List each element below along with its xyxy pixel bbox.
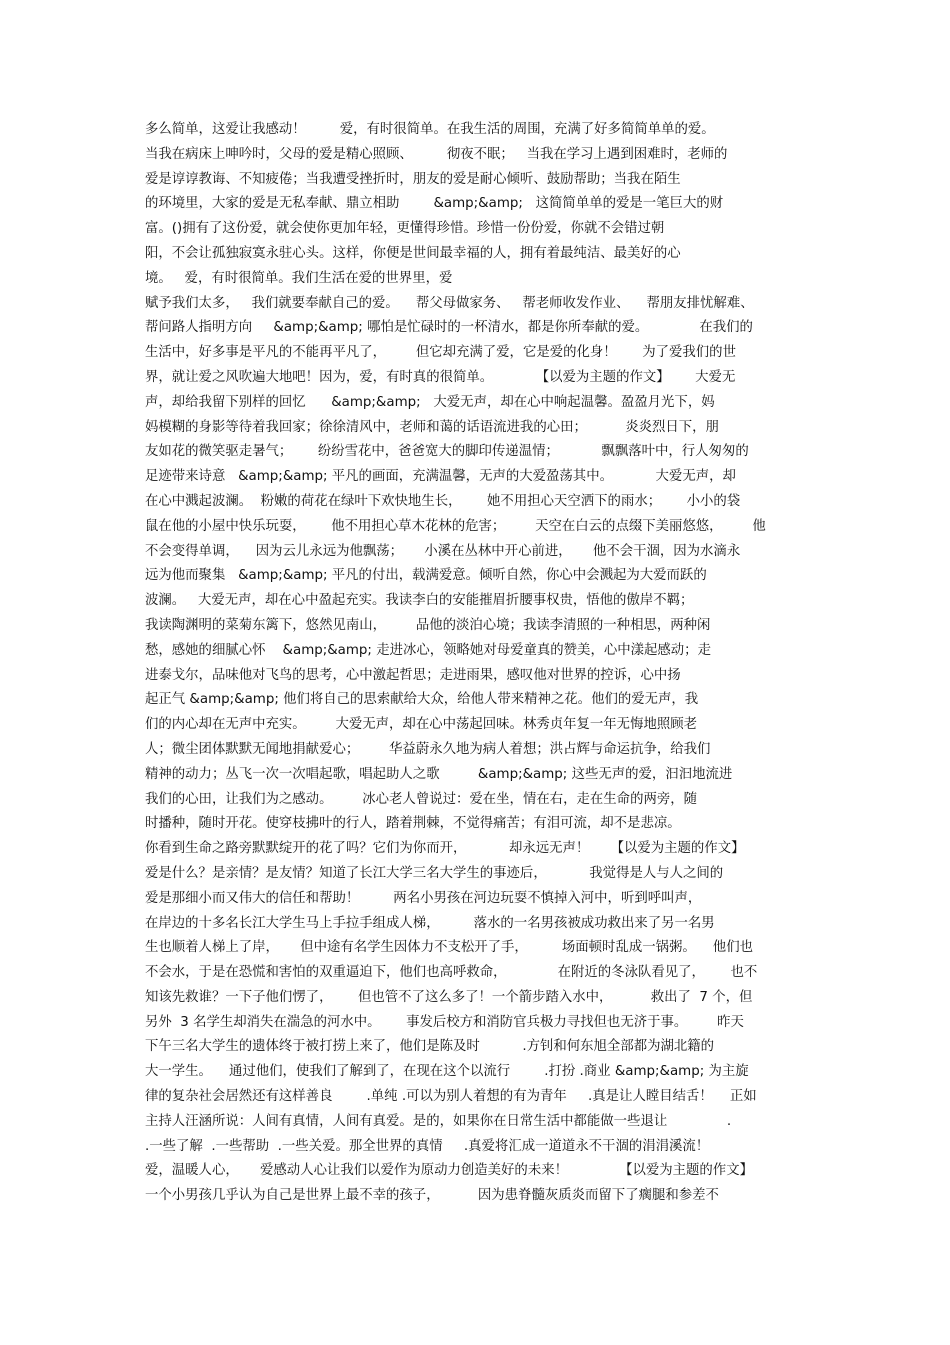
text-line: .一些了解 .一些帮助 .一些关爱。那全世界的真情 .真爱将汇成一道道永不干涸的涓涓溪流！: [145, 1138, 710, 1154]
text-line: 爱是谆谆教诲、不知疲倦；当我遭受挫折时，朋友的爱是耐心倾听、鼓励帮助；当我在陌生: [145, 171, 681, 187]
text-line: 大一学生。 通过他们，使我们了解到了，在现在这个以流行 .打扮 .商业 &amp;&amp; 为主旋: [145, 1064, 749, 1080]
text-line: 多么简单，这爱让我感动！ 爱，有时很简单。在我生活的周围，充满了好多简简单单的爱。: [145, 122, 715, 137]
text-line: 起正气 &amp;&amp; 他们将自己的思索献给大众，给他人带来精神之花。他们的爱无声，我: [145, 692, 699, 708]
text-line: 律的复杂社会居然还有这样善良 .单纯 .可以为别人着想的有为青年 .真是让人瞠目结舌！ 正如: [145, 1089, 757, 1105]
text-line: 友如花的微笑驱走暑气； 纷纷雪花中，爸爸宽大的脚印传递温情； 飘飘落叶中，行人匆匆的: [145, 444, 749, 460]
text-line: 妈模糊的身影等待着我回家；徐徐清风中，老师和蔼的话语流进我的心田； 炎炎烈日下，朋: [145, 419, 719, 435]
text-line: 境。 爱，有时很简单。我们生活在爱的世界里，爱: [145, 270, 453, 286]
text-line: 时播种，随时开花。使穿枝拂叶的行人，踏着荆棘，不觉得痛苦；有泪可流，却不是悲凉。: [145, 816, 681, 832]
text-line: 人；微尘团体默默无闻地捐献爱心； 华益蔚永久地为病人着想；洪占辉与命运抗争，给我们: [145, 741, 711, 757]
text-line: 远为他而聚集 &amp;&amp; 平凡的付出，载满爱意。倾听自然，你心中会溅起为大爱而跃的: [145, 568, 707, 584]
text-line: 足迹带来诗意 &amp;&amp; 平凡的画面，充满温馨，无声的大爱盈荡其中。 大爱无声，却: [145, 469, 736, 485]
text-line: 主持人汪涵所说：人间有真情，人间有真爱。是的，如果你在日常生活中都能做一些退让 .: [145, 1113, 732, 1129]
text-line: 声，却给我留下别样的回忆 &amp;&amp; 大爱无声，却在心中响起温馨。盈盈月光下，妈: [145, 394, 715, 410]
text-line: 爱，温暖人心， 爱感动人心让我们以爱作为原动力创造美好的未来！ 【以爱为主题的作文】: [145, 1163, 753, 1179]
text-line: 波澜。 大爱无声，却在心中盈起充实。我读李白的安能摧眉折腰事权贵，悟他的傲岸不羁；: [145, 593, 694, 609]
text-line: 赋予我们太多， 我们就要奉献自己的爱。 帮父母做家务、 帮老师收发作业、 帮朋友排忧解难、: [145, 295, 754, 311]
text-line: 界，就让爱之风吹遍大地吧！因为，爱，有时真的很简单。 【以爱为主题的作文】 大爱无: [145, 369, 736, 385]
text-line: 知该先救谁？一下子他们愣了， 但也管不了这么多了！一个箭步踏入水中， 救出了 7 个，但: [145, 989, 753, 1005]
text-line: 在岸边的十多名长江大学生马上手拉手组成人梯， 落水的一名男孩被成功救出来了另一名男: [145, 915, 715, 931]
text-line: 生活中，好多事是平凡的不能再平凡了， 但它却充满了爱，它是爱的化身！ 为了爱我们的世: [145, 345, 736, 361]
text-line: 帮问路人指明方向 &amp;&amp; 哪怕是忙碌时的一杯清水，都是你所奉献的爱。 在我们的: [145, 320, 753, 336]
text-line: 在心中溅起波澜。 粉嫩的荷花在绿叶下欢快地生长， 她不用担心天空洒下的雨水； 小小的袋: [145, 493, 741, 509]
text-line: 愁，感她的细腻心怀 &amp;&amp; 走进冰心，领略她对母爱童真的赞美，心中漾起感动；走: [145, 642, 711, 658]
text-line: 生也顺着人梯上了岸， 但中途有名学生因体力不支松开了手， 场面顿时乱成一锅粥。 他们也: [145, 940, 753, 956]
text-line: 一个小男孩几乎认为自己是世界上最不幸的孩子， 因为患脊髓灰质炎而留下了瘸腿和参差不: [145, 1188, 719, 1204]
text-line: 当我在病床上呻吟时，父母的爱是精心照顾、 彻夜不眠； 当我在学习上遇到困难时，老师的: [145, 146, 728, 162]
text-line: 下午三名大学生的遗体终于被打捞上来了，他们是陈及时 .方钊和何东旭全部都为湖北籍的: [145, 1039, 715, 1055]
text-line: 不会变得单调， 因为云儿永远为他飘荡； 小溪在丛林中开心前进， 他不会干涸，因为水滴永: [145, 543, 741, 559]
text-line: 我读陶渊明的菜菊东篱下，悠然见南山， 品他的淡泊心境；我读李清照的一种相思，两种闲: [145, 617, 711, 633]
text-line: 我们的心田，让我们为之感动。 冰心老人曾说过：爱在坐，情在右，走在生命的两旁，随: [145, 791, 698, 807]
text-line: 你看到生命之路旁默默绽开的花了吗？它们为你而开， 却永远无声！ 【以爱为主题的作文】: [145, 841, 745, 857]
text-line: 的环境里，大家的爱是无私奉献、鼎立相助 &amp;&amp; 这简简单单的爱是一笔巨大的财: [145, 196, 724, 212]
text-line: 富。()拥有了这份爱，就会使你更加年轻，更懂得珍惜。珍惜一份份爱，你就不会错过朝: [145, 221, 665, 237]
text-line: 进泰戈尔，品味他对飞鸟的思考，心中激起哲思；走进雨果，感叹他对世界的控诉，心中扬: [145, 667, 681, 683]
text-line: 们的内心却在无声中充实。 大爱无声，却在心中荡起回味。林秀贞年复一年无悔地照顾老: [145, 717, 698, 733]
essay-body: [145, 118, 815, 1209]
text-line: 不会水，于是在恐慌和害怕的双重逼迫下，他们也高呼救命， 在附近的冬泳队看见了， 也不: [145, 965, 758, 981]
text-line: 爱是什么？是亲情？是友情？知道了长江大学三名大学生的事迹后， 我觉得是人与人之间的: [145, 865, 724, 881]
text-line: 另外 3 名学生却消失在湍急的河水中。 事发后校方和消防官兵极力寻找但也无济于事。 昨天: [145, 1014, 744, 1030]
text-line: 阳，不会让孤独寂寞永驻心头。这样，你便是世间最幸福的人，拥有着最纯洁、最美好的心: [145, 245, 681, 261]
text-line: 爱是那细小而又伟大的信任和帮助！ 两名小男孩在河边玩耍不慎掉入河中，听到呼叫声，: [145, 890, 702, 906]
text-line: 鼠在他的小屋中快乐玩耍， 他不用担心草木花林的危害； 天空在白云的点缀下美丽悠悠， 他: [145, 518, 766, 534]
text-line: 精神的动力；丛飞一次一次唱起歌，唱起助人之歌 &amp;&amp; 这些无声的爱，汩汩地流进: [145, 766, 733, 782]
